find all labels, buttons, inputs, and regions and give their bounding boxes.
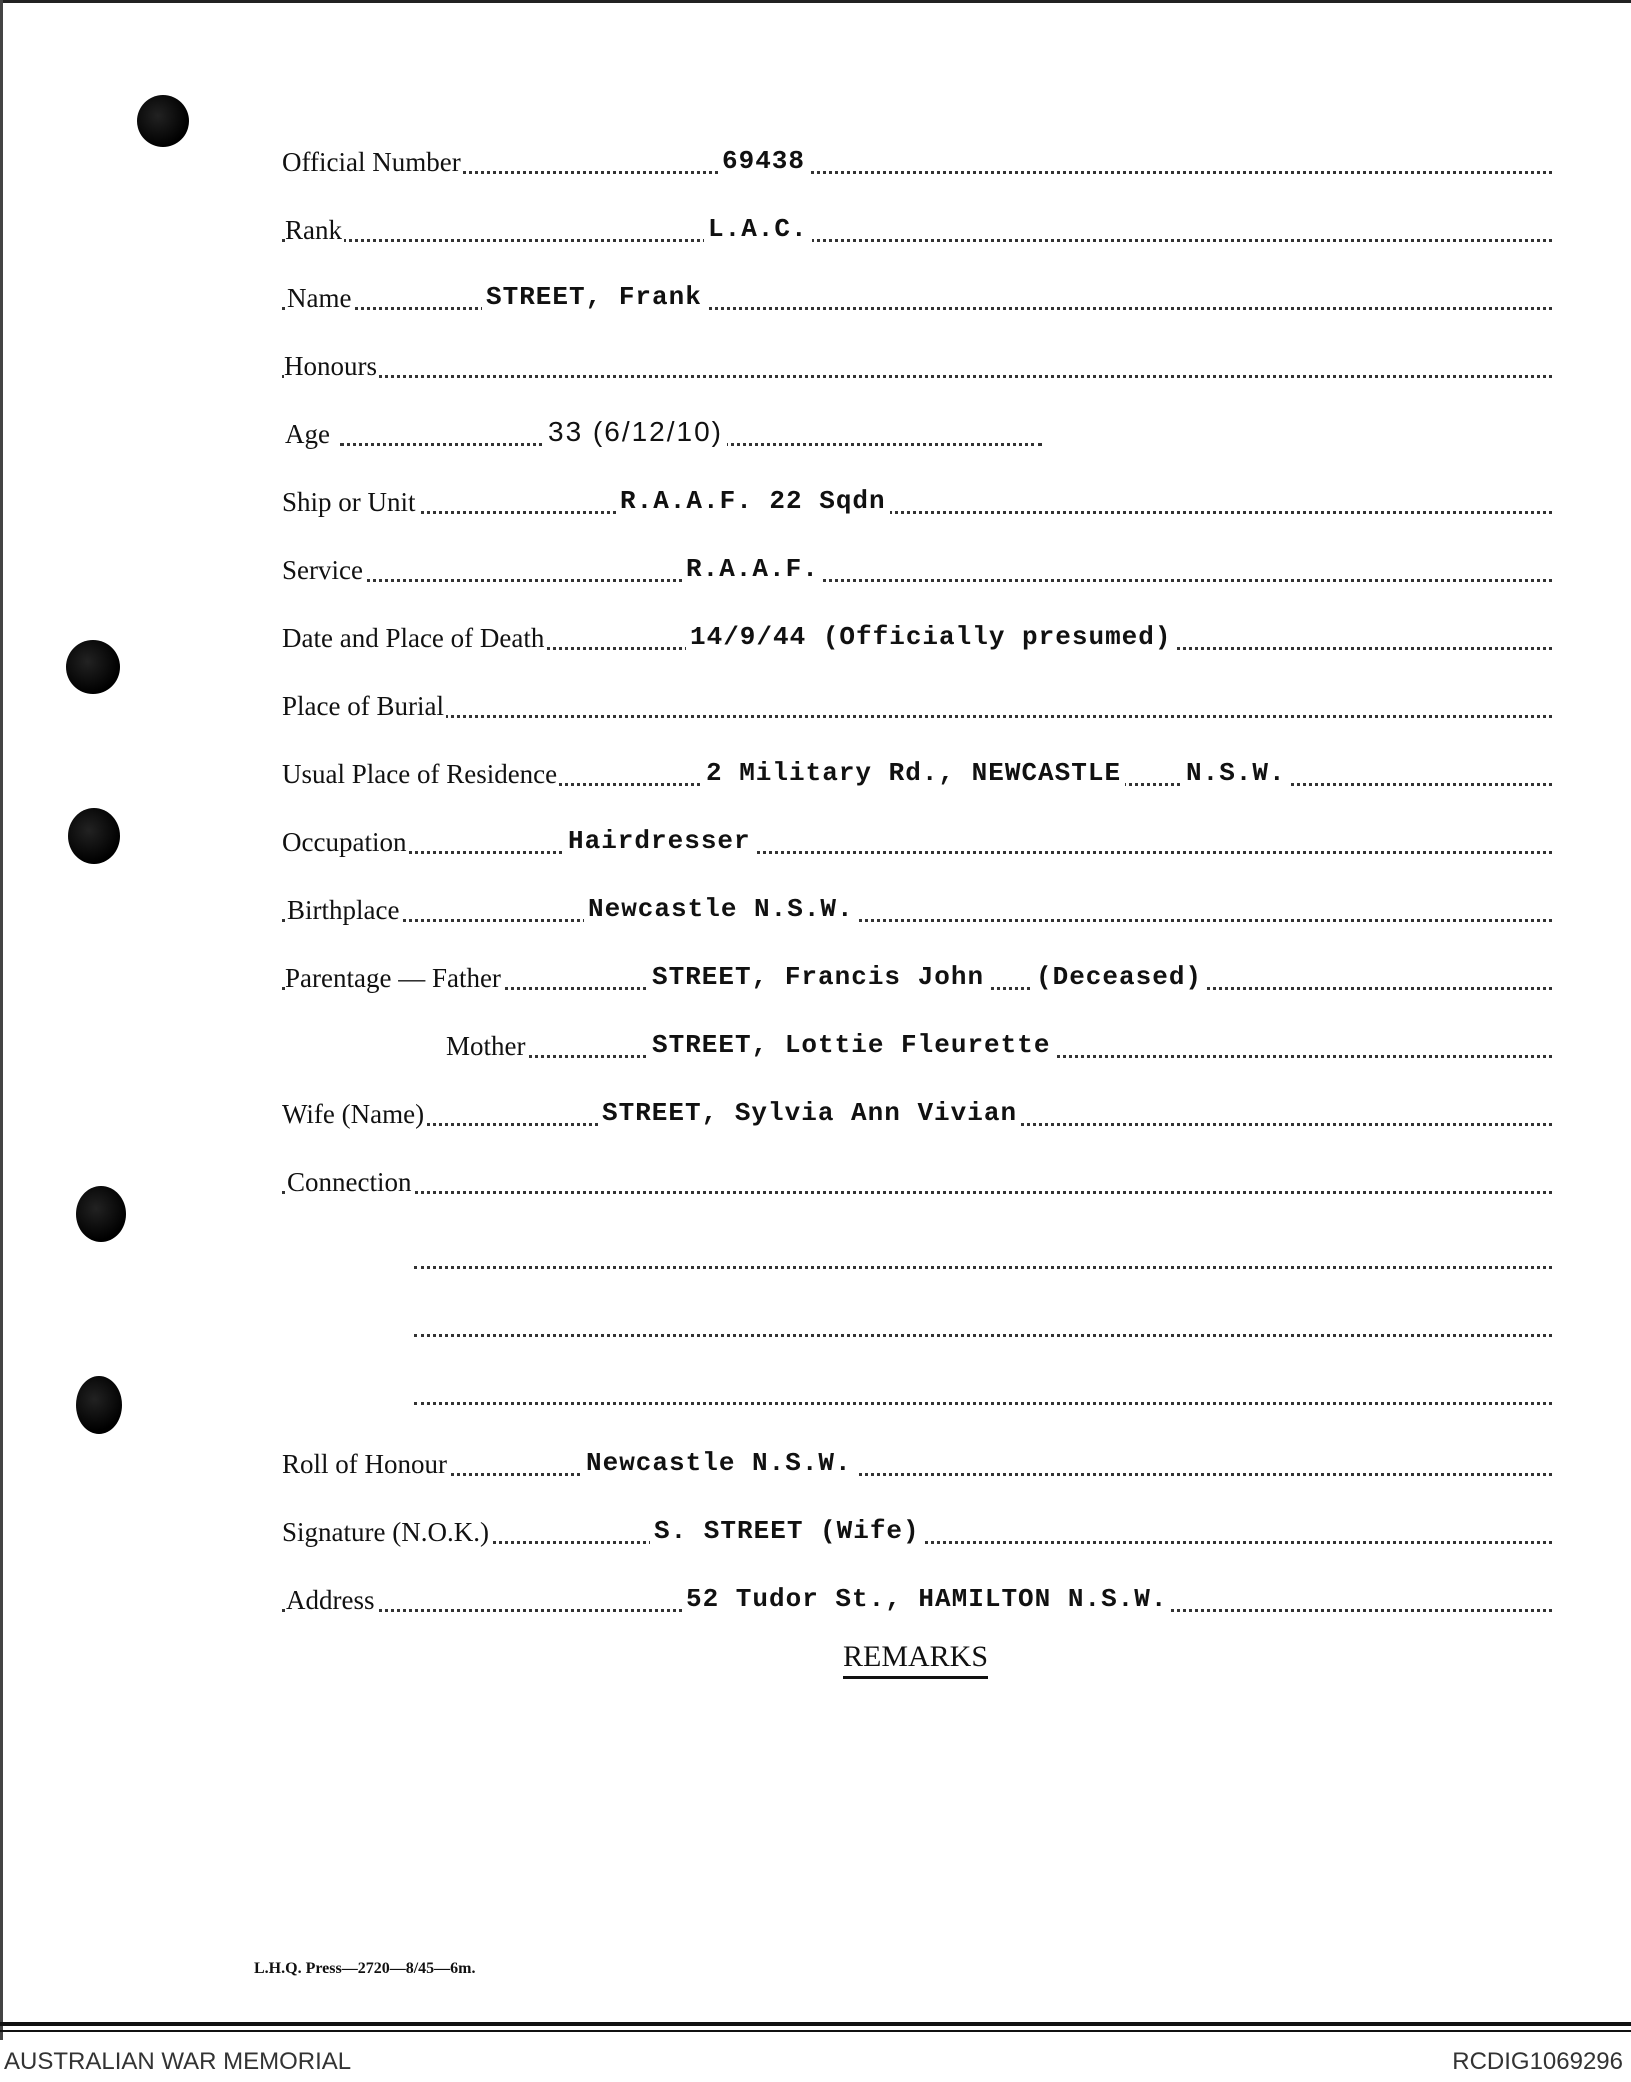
dotted-leader <box>282 239 1552 242</box>
honours-label: Honours <box>284 351 377 381</box>
punch-hole <box>68 808 120 864</box>
name-row <box>282 276 1552 316</box>
date-place-death-label: Date and Place of Death <box>282 623 545 653</box>
punch-hole <box>137 95 189 147</box>
father-row <box>282 956 1552 996</box>
service-value: R.A.A.F. <box>682 554 823 584</box>
address-value: 52 Tudor St., HAMILTON N.S.W. <box>682 1584 1171 1614</box>
dotted-leader <box>282 1191 1552 1194</box>
roll-of-honour-label: Roll of Honour <box>282 1449 447 1479</box>
birthplace-label: Birthplace <box>287 895 400 925</box>
age-value: 33 (6/12/10) <box>544 416 727 448</box>
age-row <box>282 412 1552 452</box>
ship-or-unit-value: R.A.A.F. 22 Sqdn <box>616 486 890 516</box>
ship-or-unit-row <box>282 480 1552 520</box>
signature-row <box>282 1510 1552 1550</box>
honours-row <box>282 344 1552 384</box>
occupation-value: Hairdresser <box>564 826 755 856</box>
roll-of-honour-row <box>282 1442 1552 1482</box>
remarks-heading: REMARKS <box>843 1640 988 1679</box>
mother-row <box>282 1024 1552 1064</box>
usual-residence-label: Usual Place of Residence <box>282 759 558 789</box>
occupation-row <box>282 820 1552 860</box>
place-of-burial-row <box>282 684 1552 724</box>
service-row <box>282 548 1552 588</box>
age-label: Age <box>285 419 330 449</box>
print-reference: L.H.Q. Press—2720—8/45—6m. <box>254 1960 476 1977</box>
archive-name: AUSTRALIAN WAR MEMORIAL <box>4 2048 352 2075</box>
father-value: STREET, Francis John <box>648 962 988 992</box>
official-number-label: Official Number <box>282 147 461 177</box>
date-place-death-value: 14/9/44 (Officially presumed) <box>686 622 1175 652</box>
dotted-leader <box>282 511 1552 514</box>
rank-value: L.A.C. <box>704 214 812 244</box>
father-label: Parentage — Father <box>285 963 501 993</box>
page-edge-left <box>0 0 3 2040</box>
address-row <box>282 1578 1552 1618</box>
place-of-burial-label: Place of Burial <box>282 691 444 721</box>
official-number-value: 69438 <box>718 146 809 176</box>
archive-id: RCDIG1069296 <box>1452 2048 1623 2075</box>
dotted-leader <box>282 851 1552 854</box>
wife-label: Wife (Name) <box>282 1099 425 1129</box>
signature-label: Signature (N.O.K.) <box>282 1517 489 1547</box>
occupation-label: Occupation <box>282 827 407 857</box>
dotted-leader <box>282 307 1552 310</box>
service-label: Service <box>282 555 363 585</box>
birthplace-row <box>282 888 1552 928</box>
official-number-row <box>282 140 1552 180</box>
mother-value: STREET, Lottie Fleurette <box>648 1030 1054 1060</box>
dotted-leader <box>282 715 1552 718</box>
roll-of-honour-value: Newcastle N.S.W. <box>582 1448 856 1478</box>
bottom-rule <box>0 2022 1631 2032</box>
mother-label: Mother <box>446 1031 526 1061</box>
address-label: Address <box>286 1585 375 1615</box>
usual-residence-value: 2 Military Rd., NEWCASTLE <box>702 758 1125 788</box>
rank-label: Rank <box>285 215 342 245</box>
connection-line <box>414 1402 1552 1405</box>
punch-hole <box>76 1186 126 1242</box>
dotted-leader <box>282 919 1552 922</box>
usual-residence-row <box>282 752 1552 792</box>
dotted-leader <box>282 171 1552 174</box>
page-edge-top <box>0 0 1631 3</box>
wife-row <box>282 1092 1552 1132</box>
name-label: Name <box>287 283 352 313</box>
dotted-leader <box>282 579 1552 582</box>
father-status: (Deceased) <box>1032 962 1206 992</box>
punch-hole <box>66 640 120 694</box>
date-place-death-row <box>282 616 1552 656</box>
wife-value: STREET, Sylvia Ann Vivian <box>598 1098 1021 1128</box>
dotted-leader <box>282 1473 1552 1476</box>
connection-line <box>414 1334 1552 1337</box>
punch-hole <box>76 1376 122 1434</box>
connection-row <box>282 1160 1552 1200</box>
dotted-leader <box>282 375 1552 378</box>
rank-row <box>282 208 1552 248</box>
birthplace-value: Newcastle N.S.W. <box>584 894 858 924</box>
connection-label: Connection <box>287 1167 412 1197</box>
name-value: STREET, Frank <box>482 282 706 312</box>
signature-value: S. STREET (Wife) <box>650 1516 924 1546</box>
ship-or-unit-label: Ship or Unit <box>282 487 416 517</box>
usual-residence-state: N.S.W. <box>1182 758 1290 788</box>
connection-line <box>414 1266 1552 1269</box>
